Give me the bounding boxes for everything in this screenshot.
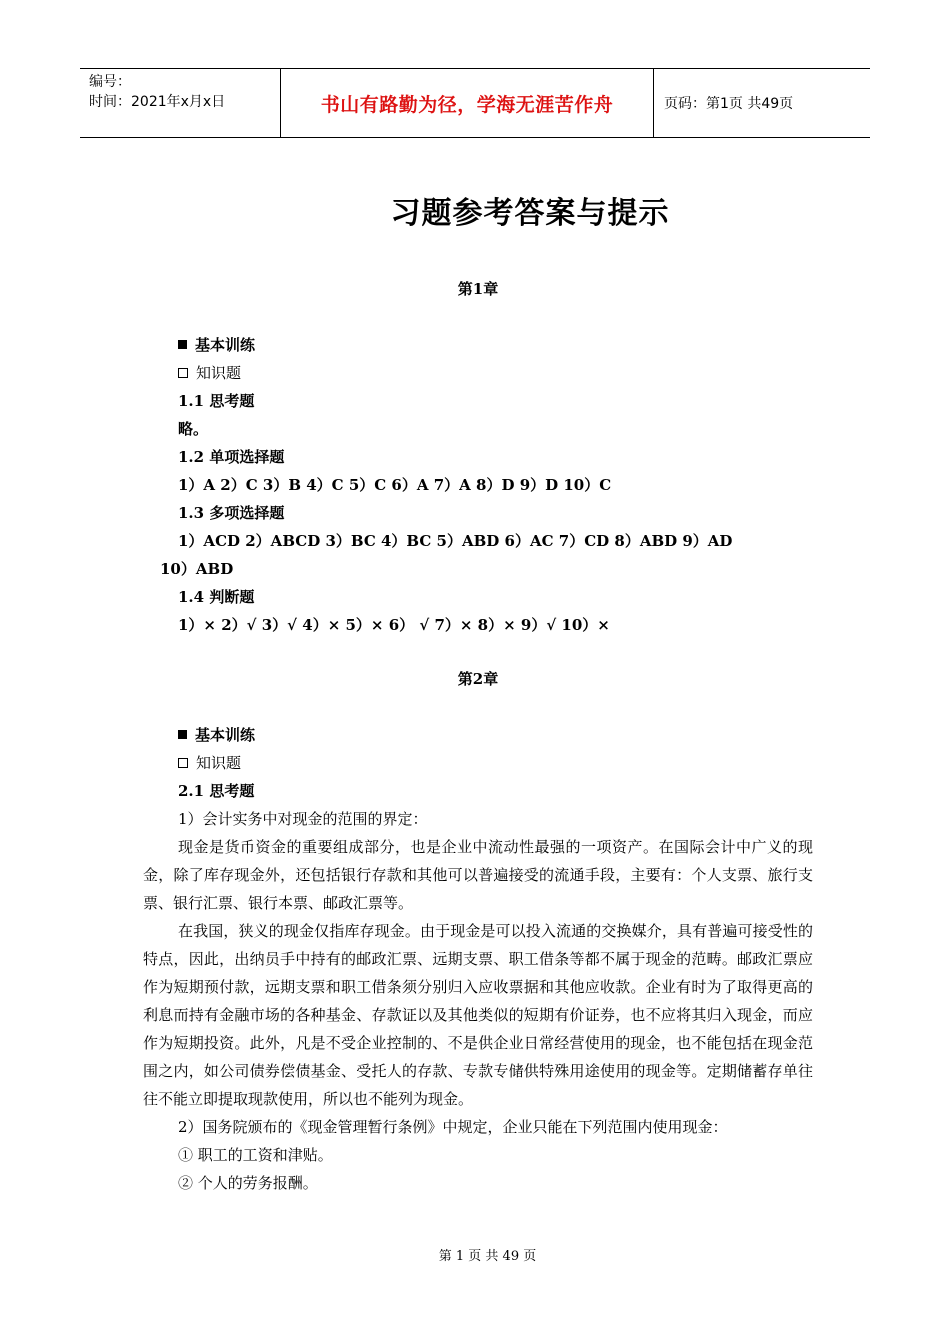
- knowledge-heading: 知识题: [143, 359, 813, 387]
- question-line: 1）会计实务中对现金的范围的界定：: [178, 810, 428, 828]
- question-line: 2）国务院颁布的《现金管理暂行条例》中规定，企业只能在下列范围内使用现金：: [178, 1118, 728, 1136]
- header-page-info: 页码：第1页 共49页: [664, 96, 794, 112]
- section-body: 略。: [178, 420, 209, 438]
- basic-training-heading: 基本训练: [143, 331, 813, 359]
- section-heading: 1.1 思考题: [178, 392, 255, 410]
- page-header: [80, 68, 870, 138]
- chapter-1-title: 第1章: [457, 280, 499, 298]
- answer-line: 10）ABD: [160, 560, 234, 578]
- empty-square-icon: [178, 368, 188, 378]
- filled-square-icon: [178, 340, 187, 349]
- section-heading: 1.2 单项选择题: [178, 448, 285, 466]
- chapter-2-title: 第2章: [457, 670, 499, 688]
- empty-square-icon: [178, 758, 188, 768]
- answer-line: 1）ACD 2）ABCD 3）BC 4）BC 5）ABD 6）AC 7）CD 8）ABD 9）AD: [178, 532, 733, 550]
- list-item: ② 个人的劳务报酬。: [178, 1174, 318, 1192]
- section-heading: 1.4 判断题: [178, 588, 255, 606]
- header-motto: 书山有路勤为径，学海无涯苦作舟: [281, 69, 654, 137]
- time-label: 时间：2021年x月x日: [89, 94, 226, 110]
- answer-line: 1）A 2）C 3）B 4）C 5）C 6）A 7）A 8）D 9）D 10）C: [178, 476, 612, 494]
- section-heading: 1.3 多项选择题: [178, 504, 285, 522]
- answer-line: 1）× 2）√ 3）√ 4）× 5）× 6） √ 7）× 8）× 9）√ 10）×: [178, 616, 610, 634]
- header-meta: [80, 69, 281, 137]
- page-footer: 第 1 页 共 49 页: [438, 1249, 537, 1264]
- paragraph: 现金是货币资金的重要组成部分，也是企业中流动性最强的一项资产。在国际会计中广义的现金，除了库存现金外，还包括银行存款和其他可以普遍接受的流通手段，主要有：个人支票、旅行支票、银行汇票、银行本票、邮政汇票等。: [143, 838, 813, 912]
- list-item: ① 职工的工资和津贴。: [178, 1146, 333, 1164]
- paragraph: 在我国，狭义的现金仅指库存现金。由于现金是可以投入流通的交换媒介，具有普遍可接受性的特点，因此，出纳员手中持有的邮政汇票、远期支票、职工借条等都不属于现金的范畴。邮政汇票应作为短期预付款，远期支票和职工借条须分别归入应收票据和其他应收款。企业有时为了取得更高的利息而持有金融市场的各种基金、存款证以及其他类似的短期有价证券，也不应将其归入现金，而应作为短期投资。此外，凡是不受企业控制的、不是供企业日常经营使用的现金，也不能包括在现金范围之内，如公司债券偿债基金、受托人的存款、专款专储供特殊用途使用的现金等。定期储蓄存单往往不能立即提取现款使用，所以也不能列为现金。: [143, 922, 813, 1108]
- number-label: 编号：: [89, 74, 131, 90]
- section-heading: 2.1 思考题: [178, 782, 255, 800]
- document-body: [143, 275, 813, 1197]
- filled-square-icon: [178, 730, 187, 739]
- document-title: 习题参考答案与提示: [390, 196, 670, 231]
- knowledge-heading: 知识题: [143, 749, 813, 777]
- basic-training-heading: 基本训练: [143, 721, 813, 749]
